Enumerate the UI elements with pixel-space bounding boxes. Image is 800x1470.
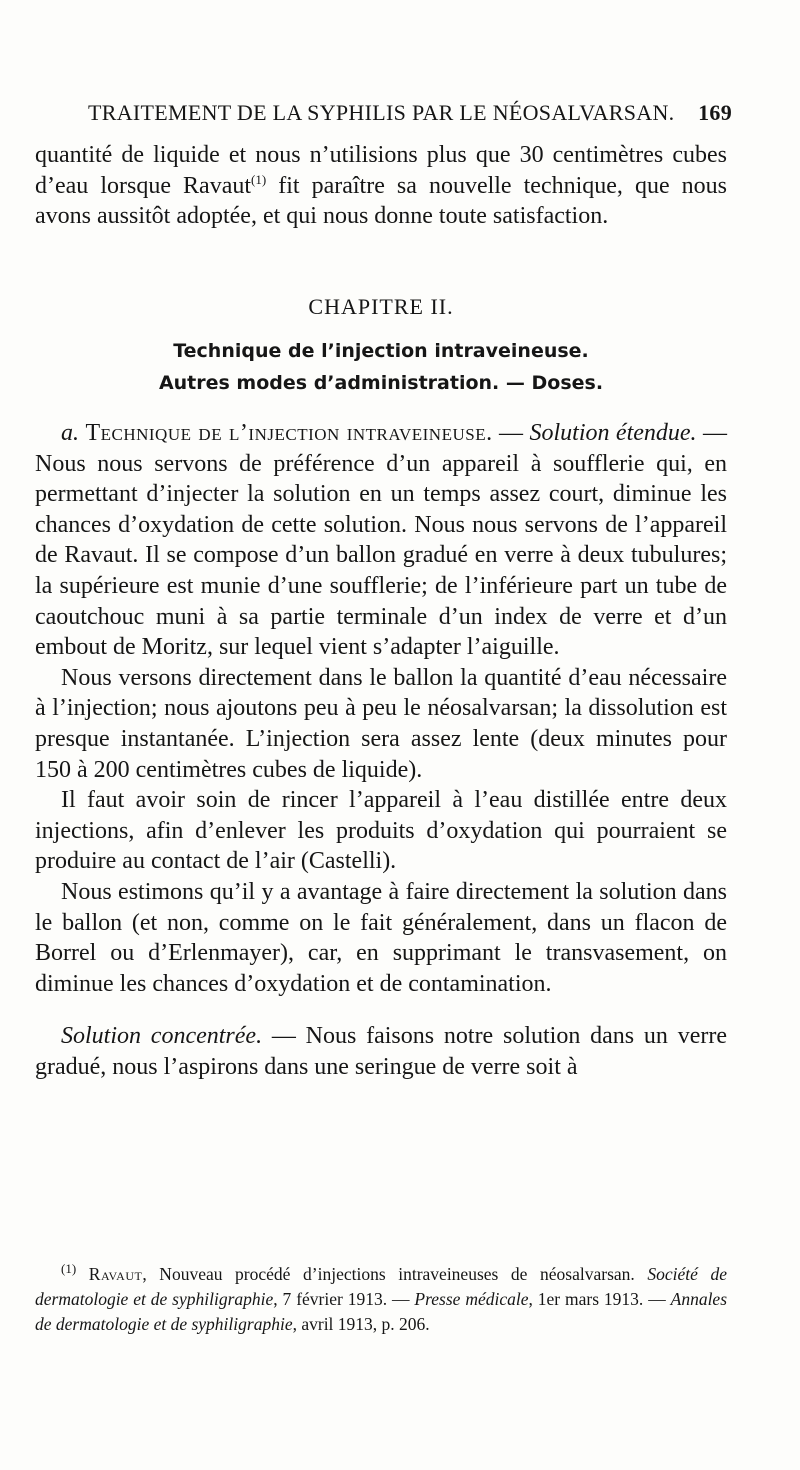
concentrated-text: — Nous faisons notre solution dans un verre gradué, nous l’aspirons dans une seringue de verre soit à (35, 1023, 727, 1080)
running-header (88, 96, 732, 130)
footnote-text: , 1er mars 1913. — (528, 1289, 671, 1309)
intro-paragraph (35, 140, 727, 232)
footnote-author: Ravaut (88, 1264, 143, 1284)
page-number: 169 (698, 100, 732, 125)
section-a-paragraph (35, 418, 727, 663)
footnote-ref[interactable]: (1) (251, 171, 267, 187)
intro-text-a: quantité de liquide et nous n’utilisions plus que 30 centimètres cubes d’eau lorsque Ravaut (35, 142, 727, 199)
intro-text-b: fit paraître sa nouvelle technique, que nous avons aussitôt adoptée, et qui nous donne toute satisfaction. (35, 172, 727, 230)
chapter-subtitle-2: Autres modes d’administration. — Doses. (158, 372, 604, 394)
section-dash: — (492, 420, 530, 446)
section-label: a. (61, 420, 79, 446)
section-heading: Technique de l’injection intraveineuse. (85, 420, 493, 446)
footnote-journal: Presse médicale (414, 1289, 529, 1309)
chapter-title: CHAPITRE II. (308, 294, 454, 319)
concentrated-paragraph (35, 1021, 727, 1082)
concentrated-heading: Solution concentrée. (61, 1023, 263, 1050)
footnote-text: , avril 1913, p. 206. (292, 1314, 430, 1334)
paragraph: Il faut avoir soin de rincer l’appareil à l’eau distillée entre deux injections, afin d’enlever les produits d’oxydation qui pourraient se produire au contact de l’air (Castelli). (35, 787, 727, 875)
main-text (35, 418, 727, 1082)
footnote-mark: (1) (61, 1261, 77, 1277)
footnote (35, 1262, 727, 1337)
footnote-text: , 7 février 1913. — (273, 1289, 415, 1309)
chapter-subtitle-1: Technique de l’injection intraveineuse. (173, 340, 589, 362)
section-a-text: — Nous nous servons de préférence d’un appareil à soufflerie qui, en permettant d’injecter la solution en un temps assez court, diminue les chances d’oxydation de cette solution. Nous nous servons de l’appareil de Ravaut. Il se compose d’un ballon gradué en verre à deux tubulures; la supérieure est munie d’une soufflerie; de l’inférieure part un tube de caoutchouc muni à sa partie terminale d’un index de verre et d’un embout de Moritz, sur lequel vient s’adapter l’aiguille. (35, 420, 728, 661)
footnote-journal: Annales de dermatologie et de syphiligraphie (35, 1289, 728, 1334)
paragraph: Nous estimons qu’il y a avantage à faire directement la solution dans le ballon (et non, comme on le fait généralement, dans un flacon de Borrel ou d’Erlenmayer), car, en supprimant le transvasement, on diminue les chances d’oxydation et de contamination. (35, 878, 727, 997)
section-subheading: Solution étendue. (529, 420, 697, 446)
paragraph: Nous versons directement dans le ballon la quantité d’eau nécessaire à l’injection; nous ajoutons peu à peu le néosalvarsan; la dissolution est presque instantanée. L’injection sera assez lente (deux minutes pour 150 à 200 centimètres cubes de liquide). (35, 664, 727, 783)
running-title: TRAITEMENT DE LA SYPHILIS PAR LE NÉOSALVARSAN. (88, 100, 675, 125)
footnote-text: , Nouveau procédé d’injections intraveineuses de néosalvarsan. (142, 1264, 648, 1284)
footnotes (35, 1262, 727, 1337)
footnote-journal: Société de dermatologie et de syphiligraphie (35, 1264, 728, 1309)
